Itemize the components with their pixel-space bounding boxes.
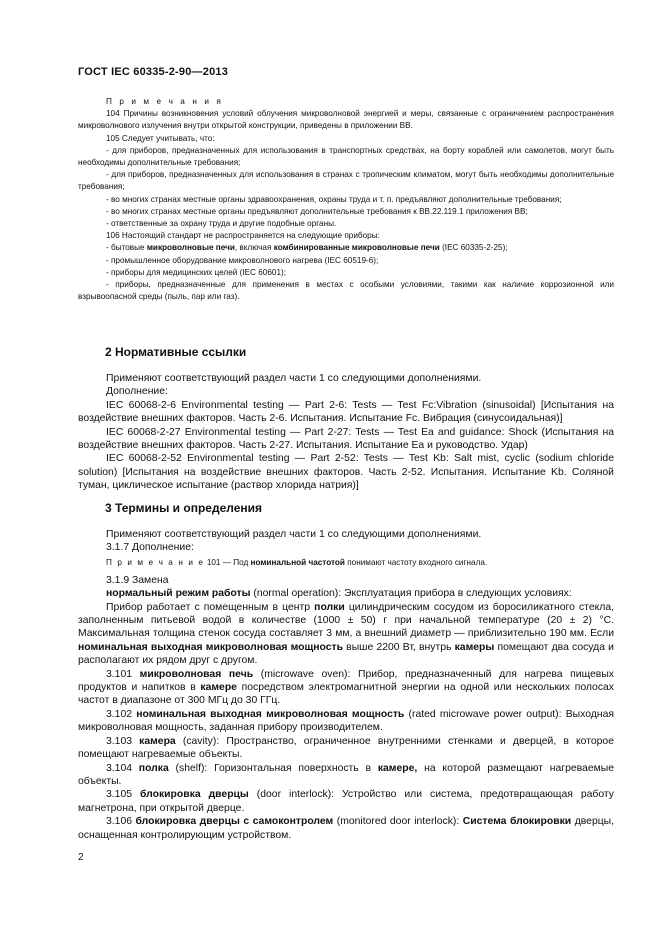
- section-2-addition: Дополнение:: [106, 386, 168, 398]
- notes-title: П р и м е ч а н и я: [106, 97, 224, 106]
- term-bold: микроволновая печь: [139, 668, 254, 680]
- section-2-intro: Применяют соответствующий раздел части 1 со следующими дополнениями.: [106, 373, 482, 384]
- term-bold: блокировка дверцы: [139, 789, 249, 801]
- note-105: 105 Следует учитывать, что:: [106, 133, 215, 143]
- term-bold: полки: [314, 601, 345, 613]
- definition-3-103: 3.103 камера (cavity): Пространство, ограниченное внутренними стенками и дверцей, в которое помещают нагреваемые объекты.: [78, 735, 614, 761]
- clause-3-1-7: 3.1.7 Дополнение:: [106, 542, 194, 554]
- reference-item: IEC 60068-2-52 Environmental testing — Part 2-52: Tests — Test Kb: Salt mist, cyclic (sodium chloride solution) [Испытания на воздействие внешних факторов. Часть 2-52. Испытания. Испытание Kb. Соляной туман, циклическое испытание (раствор хлорида натрия)]: [78, 453, 614, 492]
- term-bold: Система блокировки: [462, 816, 572, 828]
- term-bold: номинальная выходная микроволновая мощность: [78, 641, 343, 653]
- note-105-item: - для приборов, предназначенных для использования в странах с тропическим климатом, могут быть необходимы дополнительные требования;: [78, 170, 614, 192]
- term-bold: камера: [139, 735, 176, 747]
- definition-3-104: 3.104 полка (shelf): Горизонтальная поверхность в камере, на которой размещают нагреваемые объекты.: [78, 762, 614, 787]
- note-106-item: - приборы, предназначенные для применения в местах с особыми условиями, такими как наличие коррозионной или взрывоопасной среды (пыль, пар или газ).: [78, 280, 614, 302]
- note-104: 104 Причины возникновения условий облучения микроволновой энергией и меры, связанные с ограничением распространения микроволнового излучения внутри открытой конструкции, приведены в приложении ВВ.: [78, 109, 614, 131]
- section-3-intro: Применяют соответствующий раздел части 1 со следующими дополнениями.: [106, 529, 482, 540]
- term-bold: нормальный режим работы: [106, 588, 251, 600]
- note-106: 106 Настоящий стандарт не распространяется на следующие приборы:: [106, 231, 380, 241]
- definition-3-102: 3.102 номинальная выходная микроволновая мощность (rated microwave power output): Выходная микроволновая мощность, заданная прибору производителем.: [78, 708, 614, 734]
- definition-3-101: 3.101 микроволновая печь (microwave oven): Прибор, предназначенный для нагрева пищевых продуктов и напитков в камере посредством электромагнитной энергии на одной или нескольких полосах частот в диапазоне от 300 МГц до 30 ГГц.: [78, 668, 614, 707]
- term-bold: полка: [138, 762, 169, 774]
- term-bold: камере: [200, 682, 237, 694]
- note-106-item: - промышленное оборудование микроволнового нагрева (IEC 60519-6);: [106, 255, 379, 265]
- note-106-item: - бытовые микроволновые печи, включая комбинированные микроволновые печи (IEC 60335-2-25);: [106, 243, 508, 253]
- note-101: П р и м е ч а н и е 101 — Под номинальной частотой понимают частоту входного сигнала.: [106, 557, 488, 567]
- term-bold: микроволновые печи: [146, 243, 235, 253]
- term-bold: камере,: [377, 762, 418, 774]
- reference-item: IEC 60068-2-6 Environmental testing — Part 2-6: Tests — Test Fc:Vibration (sinusoidal) [Испытания на воздействие внешних факторов. Часть 2-6. Испытания. Испытание Fc. Вибрация (синусоидальная)]: [78, 399, 614, 425]
- term-bold: номинальная выходная микроволновая мощность: [136, 708, 405, 720]
- definition-3-106: 3.106 блокировка дверцы с самоконтролем (monitored door interlock): Система блокировки дверцы, оснащенная контролирующим устройством.: [78, 816, 615, 841]
- note-105-item: - для приборов, предназначенных для использования в транспортных средствах, на борту кораблей или самолетов, могут быть необходимы дополнительные требования;: [78, 145, 614, 168]
- term-bold: блокировка дверцы с самоконтролем: [135, 816, 334, 828]
- note-105-item: - ответственные за охрану труда и другие подобные органы.: [106, 219, 337, 229]
- section-2-title: 2 Нормативные ссылки: [105, 345, 247, 359]
- term-bold: камеры: [454, 641, 495, 653]
- section-3-body: [78, 528, 614, 842]
- normal-operation-text: Прибор работает с помещенным в центр полки цилиндрическим сосудом из боросиликатного стекла, заполненным питьевой водой в количестве (1000 ± 50) г при начальной температуре (20 ± 2) °С. Максимальная толщина стенок сосуда составляет 3 мм, а внешний диаметр — приблизительно 190 мм. Если номинальная выходная микроволновая мощность выше 2200 Вт, внутрь камеры помещают два сосуда и располагают их рядом друг с другом.: [78, 601, 614, 667]
- note-105-item: - во многих странах местные органы предъявляют дополнительные требования к ВВ.22.119.1 приложения ВВ;: [106, 206, 528, 216]
- term-bold: номинальной частотой: [250, 557, 345, 567]
- note-105-item: - во многих странах местные органы здравоохранения, охраны труда и т. п. предъявляют дополнительные требования;: [106, 194, 562, 204]
- page-header: ГОСТ IEC 60335-2-90—2013: [78, 66, 229, 78]
- reference-item: IEC 60068-2-27 Environmental testing — Part 2-27: Tests — Test Ea and guidance: Shock (Испытания на воздействие внешних факторов. Часть 2-27. Испытания. Испытание Ea и руководство. Удар): [78, 426, 614, 452]
- note-106-item: - приборы для медицинских целей (IEC 60601);: [106, 267, 287, 277]
- notes-block: [78, 96, 614, 303]
- section-2-body: [78, 372, 614, 493]
- definition-3-105: 3.105 блокировка дверцы (door interlock): Устройство или система, предотвращающая работу магнетрона, при открытой дверце.: [78, 789, 614, 814]
- section-3-title: 3 Термины и определения: [105, 501, 263, 515]
- definition-normal-operation: нормальный режим работы (normal operation): Эксплуатация прибора в следующих условиях:: [106, 588, 572, 600]
- clause-3-1-9: 3.1.9 Замена: [106, 574, 169, 586]
- page-number: 2: [78, 852, 84, 863]
- term-bold: комбинированные микроволновые печи: [273, 243, 440, 253]
